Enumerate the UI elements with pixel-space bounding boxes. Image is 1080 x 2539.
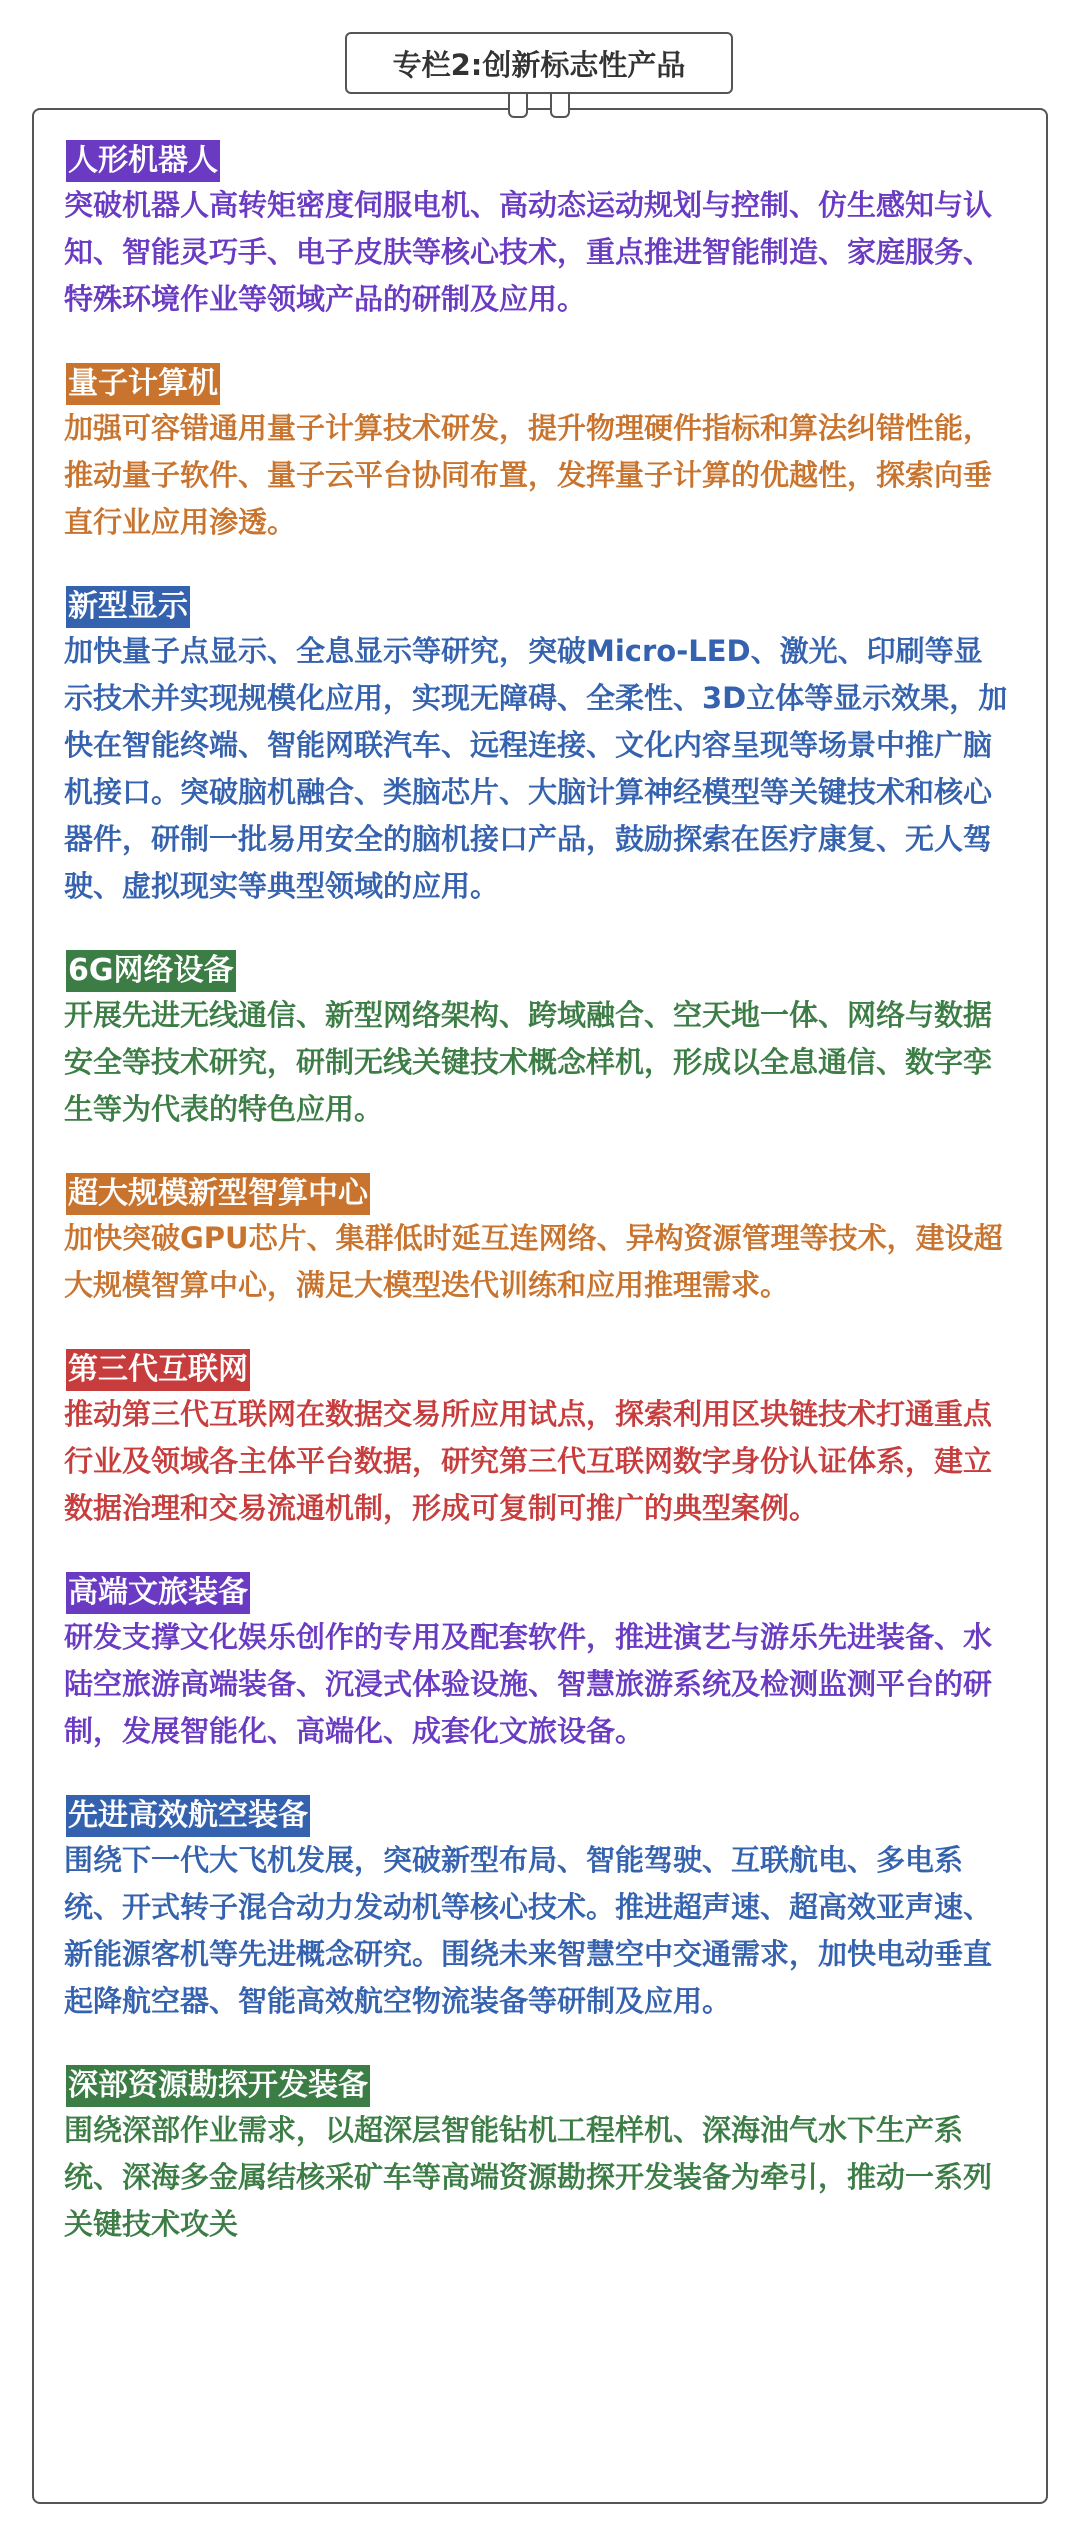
section-heading: 先进高效航空装备 [66,1795,310,1837]
section-new-display [64,586,1008,910]
section-body: 围绕深部作业需求，以超深层智能钻机工程样机、深海油气水下生产系统、深海多金属结核采矿车等高端资源勘探开发装备为牵引，推动一系列关键技术攻关 [64,2113,993,2241]
title-connector-right [550,92,570,118]
column-title: 专栏2:创新标志性产品 [345,32,733,94]
section-heading: 超大规模新型智算中心 [66,1173,370,1215]
content-panel [32,108,1048,2504]
section-body: 加快量子点显示、全息显示等研究，突破Micro-LED、激光、印刷等显示技术并实现规模化应用，实现无障碍、全柔性、3D立体等显示效果，加快在智能终端、智能网联汽车、远程连接、文化内容呈现等场景中推广脑机接口。突破脑机融合、类脑芯片、大脑计算神经模型等关键技术和核心器件，研制一批易用安全的脑机接口产品，鼓励探索在医疗康复、无人驾驶、虚拟现实等典型领域的应用。 [64,634,1008,903]
section-heading: 量子计算机 [66,363,220,405]
section-culture-tourism [64,1572,1008,1755]
section-aviation [64,1795,1008,2025]
section-body: 加快突破GPU芯片、集群低时延互连网络、异构资源管理等技术，建设超大规模智算中心，满足大模型迭代训练和应用推理需求。 [64,1221,1003,1302]
section-heading: 6G网络设备 [66,950,236,992]
title-connector-left [508,92,528,118]
section-6g-network [64,950,1008,1133]
section-body: 围绕下一代大飞机发展，突破新型布局、智能驾驶、互联航电、多电系统、开式转子混合动力发动机等核心技术。推进超声速、超高效亚声速、新能源客机等先进概念研究。围绕未来智慧空中交通需求，加快电动垂直起降航空器、智能高效航空物流装备等研制及应用。 [64,1843,993,2018]
section-heading: 第三代互联网 [66,1349,250,1391]
section-body: 突破机器人高转矩密度伺服电机、高动态运动规划与控制、仿生感知与认知、智能灵巧手、电子皮肤等核心技术，重点推进智能制造、家庭服务、特殊环境作业等领域产品的研制及应用。 [64,188,993,316]
section-heading: 新型显示 [66,586,190,628]
section-body: 开展先进无线通信、新型网络架构、跨域融合、空天地一体、网络与数据安全等技术研究，研制无线关键技术概念样机，形成以全息通信、数字孪生等为代表的特色应用。 [64,998,993,1126]
section-computing-center [64,1173,1008,1309]
section-body: 加强可容错通用量子计算技术研发，提升物理硬件指标和算法纠错性能，推动量子软件、量子云平台协同布置，发挥量子计算的优越性，探索向垂直行业应用渗透。 [64,411,993,539]
section-heading: 深部资源勘探开发装备 [66,2065,370,2107]
section-web3 [64,1349,1008,1532]
section-body: 推动第三代互联网在数据交易所应用试点，探索利用区块链技术打通重点行业及领域各主体平台数据，研究第三代互联网数字身份认证体系，建立数据治理和交易流通机制，形成可复制可推广的典型案例。 [64,1397,993,1525]
section-heading: 高端文旅装备 [66,1572,250,1614]
section-quantum-computer [64,363,1008,546]
section-deep-exploration [64,2065,1008,2248]
section-heading: 人形机器人 [66,140,220,182]
section-humanoid-robot [64,140,1008,323]
section-body: 研发支撑文化娱乐创作的专用及配套软件，推进演艺与游乐先进装备、水陆空旅游高端装备、沉浸式体验设施、智慧旅游系统及检测监测平台的研制，发展智能化、高端化、成套化文旅设备。 [64,1620,993,1748]
